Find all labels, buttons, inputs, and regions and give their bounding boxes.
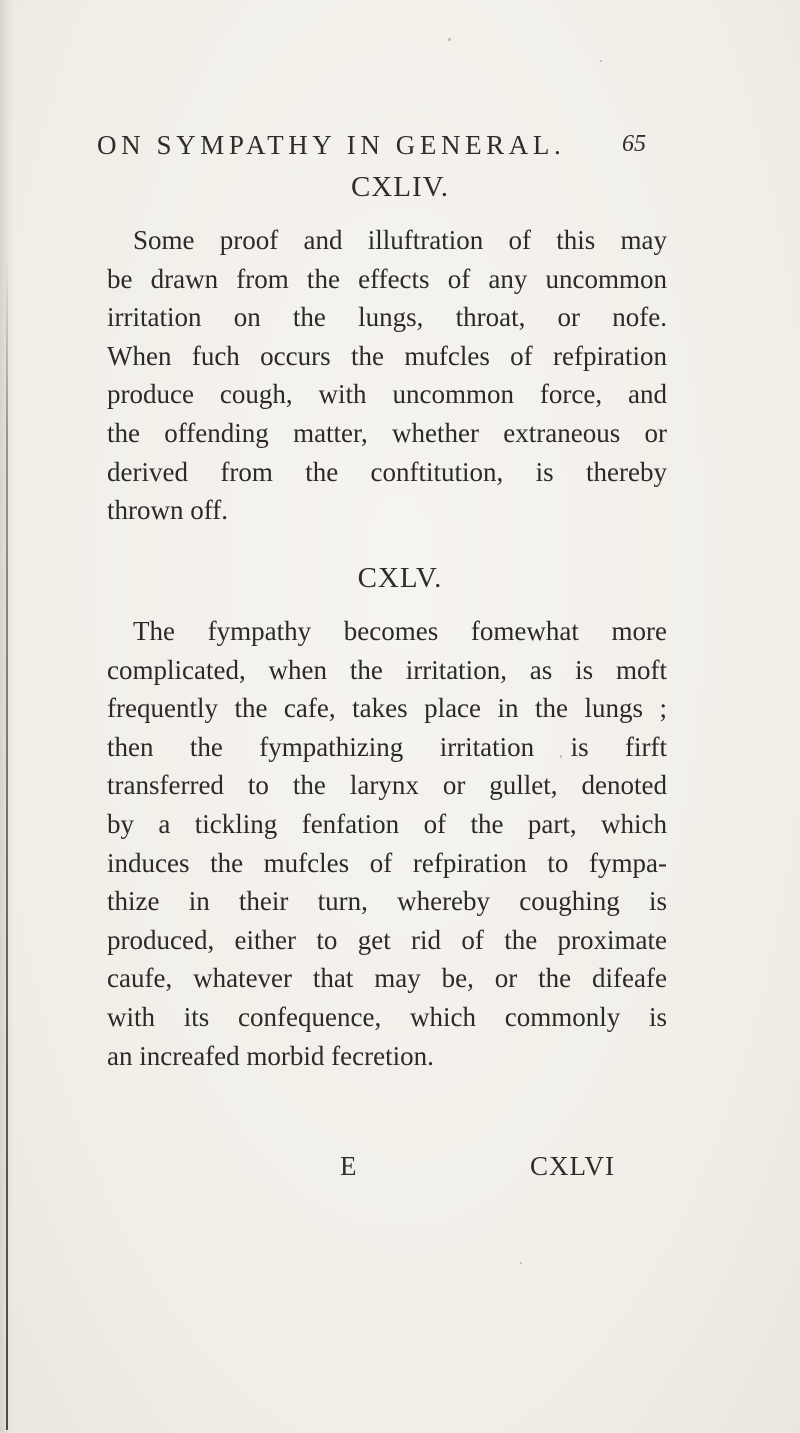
text-line: caufe, whatever that may be, or the difeafe xyxy=(107,963,667,994)
page-number: 65 xyxy=(622,131,646,157)
paragraph xyxy=(107,221,667,530)
text-line: with its confequence, which commonly is xyxy=(107,1001,667,1032)
running-head-title: ON SYMPATHY IN GENERAL. xyxy=(97,130,566,160)
text-line: thize in their turn, whereby coughing is xyxy=(107,886,667,917)
text-line: an increafed morbid fecretion. xyxy=(107,1040,434,1071)
catchword: CXLVI xyxy=(530,1151,616,1181)
text-line: produce cough, with uncommon force, and xyxy=(107,379,667,410)
paper-speck xyxy=(448,38,451,41)
text-line: frequently the cafe, takes place in the lungs ; xyxy=(107,693,667,724)
text-line: then the fympathizing irritation is firft xyxy=(107,731,667,762)
section-number: CXLV. xyxy=(357,562,443,594)
text-line: Some proof and illuftration of this may xyxy=(133,225,667,255)
text-line: by a tickling fenfation of the part, which xyxy=(107,808,667,839)
paper-speck xyxy=(520,1262,522,1264)
paragraph xyxy=(107,612,667,1075)
text-line: induces the mufcles of refpiration to fympa- xyxy=(107,847,667,878)
section-number: CXLIV. xyxy=(350,171,450,203)
running-head xyxy=(0,130,800,170)
text-line: thrown off. xyxy=(107,495,228,526)
binding-edge xyxy=(6,260,8,1430)
text-line: the offending matter, whether extraneous or xyxy=(107,417,667,448)
text-line: The fympathy becomes fomewhat more xyxy=(133,616,667,646)
text-line: When fuch occurs the mufcles of refpiration xyxy=(107,340,667,371)
text-line: derived from the conftitution, is thereby xyxy=(107,456,667,487)
text-line: complicated, when the irritation, as is moft xyxy=(107,654,667,685)
paper-speck xyxy=(600,60,602,62)
text-line: be drawn from the effects of any uncommon xyxy=(107,263,667,294)
text-line: produced, either to get rid of the proximate xyxy=(107,924,667,955)
text-line: irritation on the lungs, throat, or nofe. xyxy=(107,302,667,333)
signature-mark: E xyxy=(340,1151,357,1181)
text-line: transferred to the larynx or gullet, denoted xyxy=(107,770,667,801)
